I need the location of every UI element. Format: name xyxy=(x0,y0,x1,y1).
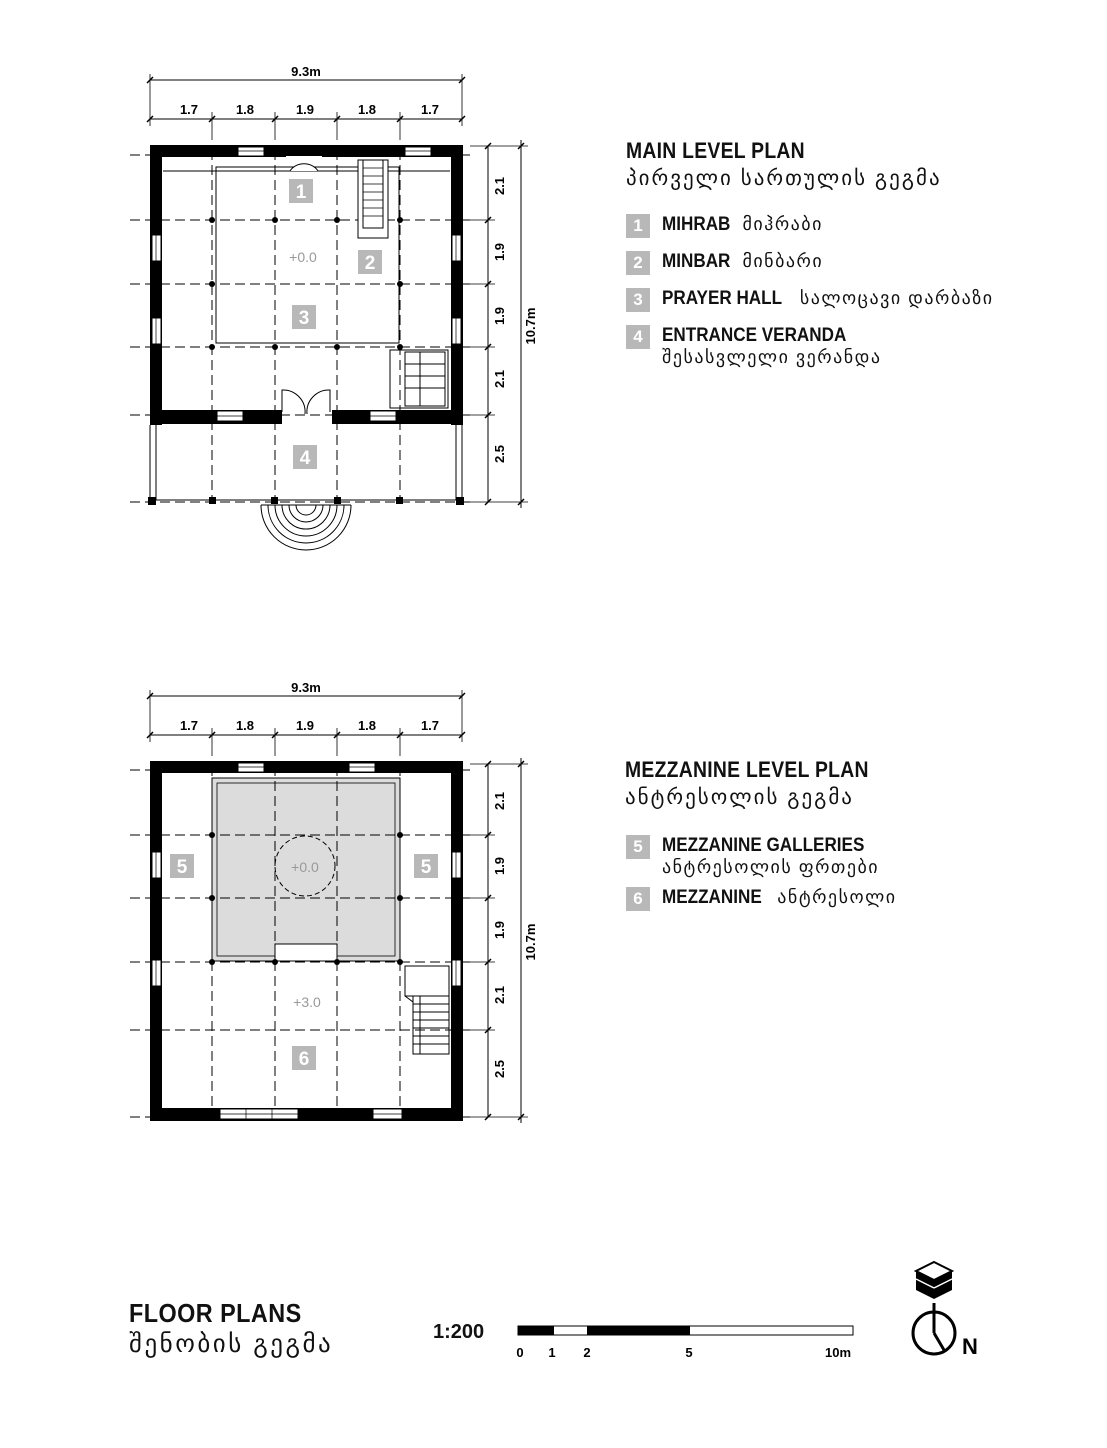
north-arrow-icon xyxy=(913,1303,978,1359)
main-plan-legend xyxy=(626,214,1046,377)
mezz-vertical-dim: 2.1 xyxy=(492,791,507,811)
svg-text:1: 1 xyxy=(295,182,307,203)
main-bay-dim: 1.7 xyxy=(420,102,440,117)
main-bay-dim: 1.8 xyxy=(235,102,255,117)
mezz-bay-dim: 1.7 xyxy=(179,718,199,733)
svg-text:5: 5 xyxy=(420,857,432,878)
mezzanine-plan-heading xyxy=(625,757,902,810)
mezz-bay-dim: 1.8 xyxy=(235,718,255,733)
main-vertical-dim: 2.1 xyxy=(492,176,507,196)
main-bay-dim: 1.8 xyxy=(357,102,377,117)
mezz-vertical-dim: 1.9 xyxy=(492,920,507,940)
mezzanine-plan-title: MEZZANINE LEVEL PLAN xyxy=(625,757,869,782)
scale-tick-label: 0 xyxy=(516,1345,524,1360)
scale-bar xyxy=(516,1326,853,1360)
main-plan-title: MAIN LEVEL PLAN xyxy=(626,138,805,163)
legend-item-mezzanine: 6 MEZZANINE ანტრესოლი xyxy=(626,887,1046,915)
sheet-title-ka: შენობის გეგმა xyxy=(129,1330,334,1358)
main-overall-width-label: 9.3m xyxy=(291,64,321,79)
main-vertical-dim: 2.1 xyxy=(492,369,507,389)
main-vertical-dim: 2.5 xyxy=(492,444,507,464)
scale-ratio: 1:200 xyxy=(433,1321,485,1343)
legend-item-entrance-veranda: 4 ENTRANCE VERANDA შესასვლელი ვერანდა xyxy=(626,325,1046,368)
legend-item-mezzanine-galleries: 5 MEZZANINE GALLERIES ანტრესოლის ფრთები xyxy=(626,835,1046,878)
kaaba-icon xyxy=(916,1262,952,1299)
badge-entrance-veranda xyxy=(293,445,317,469)
mezz-bay-dim: 1.8 xyxy=(357,718,377,733)
mezz-vertical-dim: 1.9 xyxy=(492,856,507,876)
scale-tick-label: 5 xyxy=(685,1345,693,1360)
main-overall-depth-label: 10.7m xyxy=(523,307,538,345)
svg-text:2: 2 xyxy=(364,253,376,274)
badge-mihrab xyxy=(289,179,313,203)
mezz-overall-depth-label: 10.7m xyxy=(523,923,538,961)
scale-tick-label: 1 xyxy=(548,1345,556,1360)
main-elevation-label: +0.0 xyxy=(289,249,317,265)
main-plan-subtitle: პირველი სართულის გეგმა xyxy=(626,167,942,190)
badge-gallery-west xyxy=(170,854,194,878)
mezz-bay-dim: 1.7 xyxy=(420,718,440,733)
mezz-void-elevation-label: +0.0 xyxy=(291,859,319,875)
mezz-overall-width-label: 9.3m xyxy=(291,680,321,695)
sheet-title xyxy=(129,1298,333,1359)
main-vertical-dim: 1.9 xyxy=(492,306,507,326)
legend-item-prayer-hall: 3 PRAYER HALL სალოცავი დარბაზი xyxy=(626,288,1046,316)
badge-prayer-hall xyxy=(292,305,316,329)
svg-text:3: 3 xyxy=(298,308,310,329)
sheet-title-en: FLOOR PLANS xyxy=(129,1298,302,1328)
mezz-bay-dim: 1.9 xyxy=(295,718,315,733)
mezzanine-plan-subtitle: ანტრესოლის გეგმა xyxy=(625,786,854,809)
mezz-floor-elevation-label: +3.0 xyxy=(293,994,321,1010)
badge-mezzanine xyxy=(292,1046,316,1070)
svg-text:5: 5 xyxy=(176,857,188,878)
legend-item-mihrab: 1 MIHRAB მიჰრაბი xyxy=(626,214,1046,242)
legend-item-minbar: 2 MINBAR მინბარი xyxy=(626,251,1046,279)
scale-tick-label: 2 xyxy=(583,1345,591,1360)
main-bay-dim: 1.7 xyxy=(179,102,199,117)
svg-text:4: 4 xyxy=(299,448,311,469)
badge-minbar xyxy=(358,250,382,274)
mezzanine-plan-legend xyxy=(626,835,1046,924)
svg-text:6: 6 xyxy=(298,1049,310,1070)
scale-tick-label: 10m xyxy=(824,1345,852,1360)
mezz-vertical-dim: 2.5 xyxy=(492,1059,507,1079)
badge-gallery-east xyxy=(414,854,438,878)
north-label: N xyxy=(962,1334,978,1359)
mezz-vertical-dim: 2.1 xyxy=(492,985,507,1005)
main-vertical-dim: 1.9 xyxy=(492,242,507,262)
main-plan-heading xyxy=(626,138,942,191)
main-bay-dim: 1.9 xyxy=(295,102,315,117)
